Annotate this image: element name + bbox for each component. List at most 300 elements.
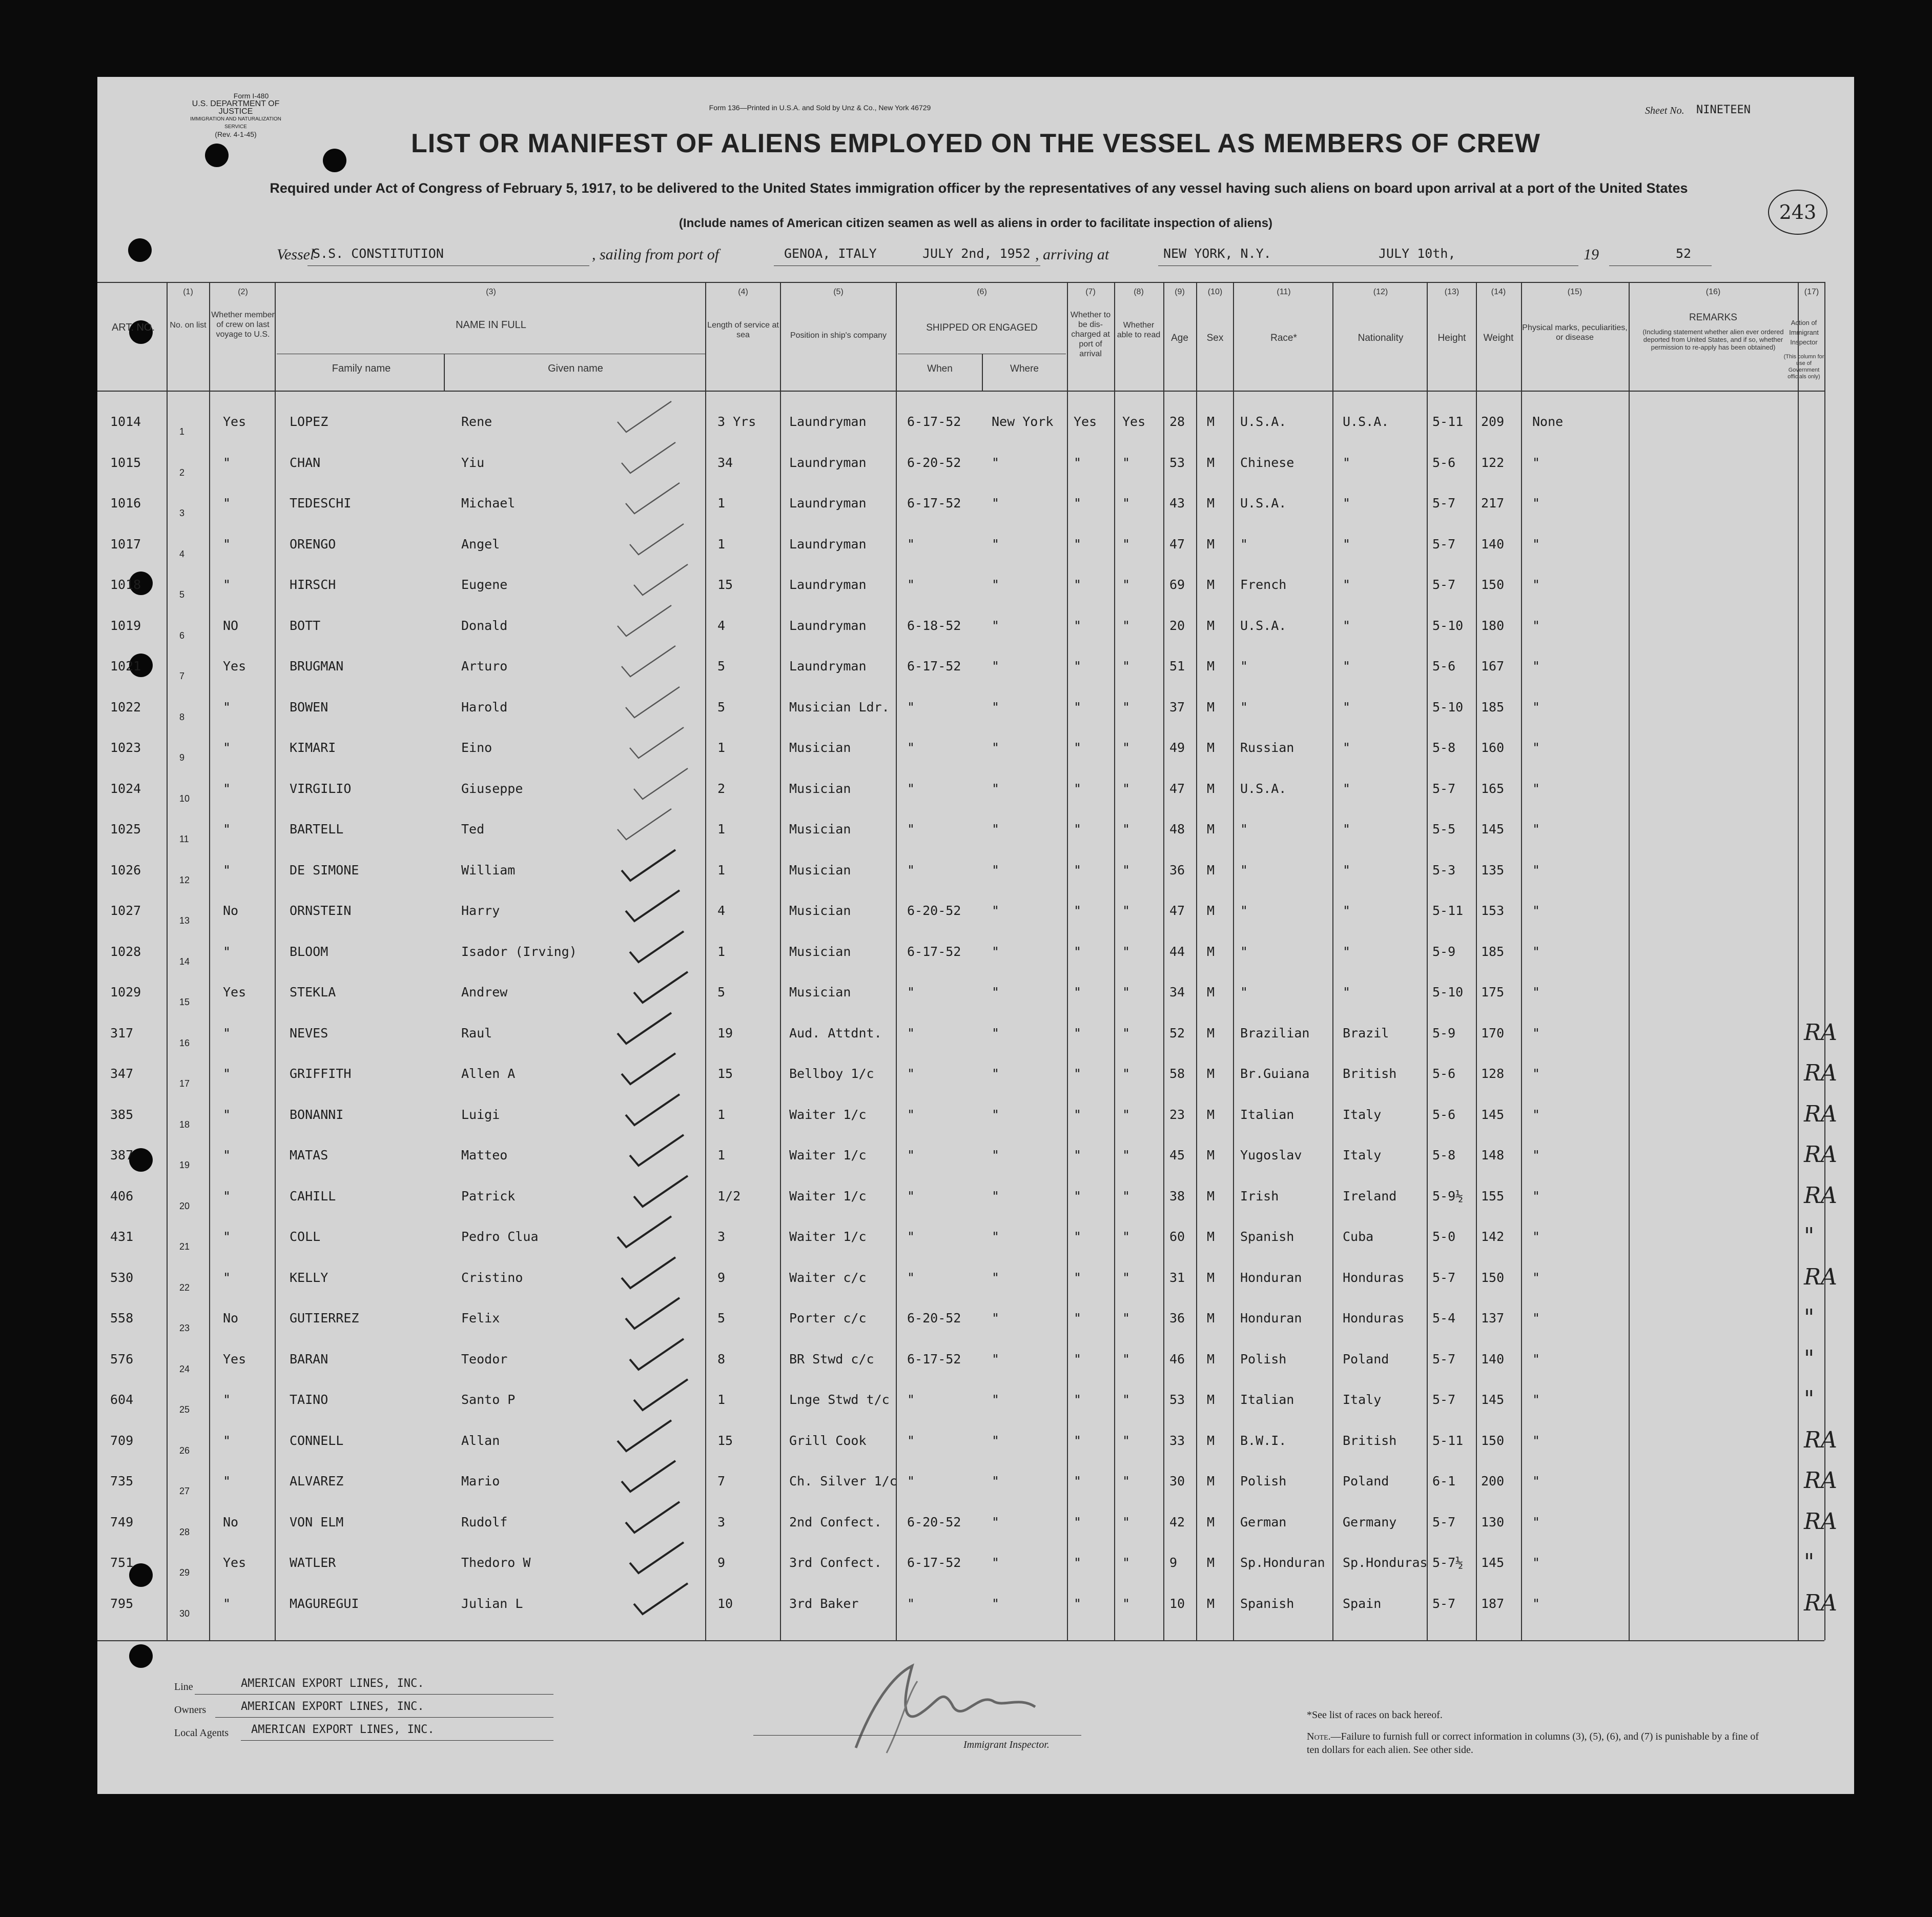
discharged-cell: " [1074, 1270, 1082, 1285]
arrival-port: NEW YORK, N.Y. [1163, 246, 1271, 261]
race-cell: Spanish [1240, 1596, 1294, 1611]
physical-marks-cell: " [1532, 496, 1540, 511]
service-length-cell: 1 [717, 537, 726, 552]
family-name-cell: ORNSTEIN [290, 903, 352, 918]
last-voyage-cell: " [223, 822, 231, 837]
weight-cell: 153 [1481, 903, 1505, 918]
position-cell: Laundryman [789, 414, 867, 429]
race-cell: U.S.A. [1240, 414, 1287, 429]
able-to-read-cell: " [1122, 700, 1131, 715]
age-cell: 30 [1169, 1474, 1185, 1488]
discharged-cell: " [1074, 1515, 1082, 1529]
given-name-cell: Giuseppe [461, 781, 523, 796]
check-mark-icon [631, 1581, 693, 1617]
able-to-read-cell: " [1122, 1270, 1131, 1285]
table-row [97, 980, 1824, 1010]
physical-marks-cell: " [1532, 740, 1540, 755]
art-no-cell: 1022 [110, 700, 141, 715]
punch-hole [129, 1644, 153, 1668]
check-mark-icon [623, 1295, 685, 1331]
age-cell: 42 [1169, 1515, 1185, 1529]
physical-marks-cell: " [1532, 1352, 1540, 1367]
age-cell: 53 [1169, 455, 1185, 470]
family-name-cell: BONANNI [290, 1107, 344, 1122]
agents-value: AMERICAN EXPORT LINES, INC. [251, 1723, 435, 1736]
col17-heading: Action of Immigrant Inspector [1789, 319, 1819, 346]
art-no-cell: 1025 [110, 822, 141, 837]
able-to-read-cell: " [1122, 1107, 1131, 1122]
able-to-read-cell: " [1122, 1515, 1131, 1529]
physical-marks-cell: " [1532, 863, 1540, 878]
sex-cell: M [1207, 903, 1215, 918]
check-mark-icon [615, 806, 676, 842]
family-name-cell: BLOOM [290, 944, 328, 959]
weight-cell: 150 [1481, 577, 1505, 592]
col8-number: (8) [1134, 288, 1144, 296]
list-no-cell: 1 [179, 426, 185, 437]
table-row [97, 1019, 1837, 1051]
punch-hole [323, 149, 346, 172]
family-name-cell: VON ELM [290, 1515, 344, 1529]
age-cell: 28 [1169, 414, 1185, 429]
given-name-cell: Teodor [461, 1352, 508, 1367]
sex-cell: M [1207, 944, 1215, 959]
race-cell: U.S.A. [1240, 496, 1287, 511]
art-no-cell: 1023 [110, 740, 141, 755]
art-no-cell: 1015 [110, 455, 141, 470]
race-cell: " [1240, 944, 1248, 959]
age-cell: 46 [1169, 1352, 1185, 1367]
shipped-when-cell: " [907, 1107, 915, 1122]
height-cell: 5-9 [1432, 944, 1456, 959]
service-length-cell: 9 [717, 1555, 726, 1570]
given-name-cell: Michael [461, 496, 516, 511]
inspector-action-cell: " [1804, 1304, 1815, 1331]
height-cell: 5-7 [1432, 1515, 1456, 1529]
inspector-action-cell: " [1804, 1386, 1815, 1412]
age-cell: 9 [1169, 1555, 1178, 1570]
col6-heading: SHIPPED OR ENGAGED [926, 322, 1038, 333]
table-row [97, 1427, 1837, 1459]
table-row [97, 1141, 1837, 1173]
service-length-cell: 5 [717, 659, 726, 674]
able-to-read-cell: " [1122, 781, 1131, 796]
race-cell: Polish [1240, 1352, 1287, 1367]
shipped-when-cell: " [907, 1066, 915, 1081]
position-cell: Musician [789, 944, 851, 959]
height-cell: 5-11 [1432, 414, 1464, 429]
list-no-cell: 19 [179, 1160, 190, 1170]
header-bottom-rule [97, 391, 1824, 392]
weight-cell: 135 [1481, 863, 1505, 878]
table-row [97, 1182, 1837, 1214]
sex-cell: M [1207, 455, 1215, 470]
col14-heading: Weight [1483, 333, 1514, 343]
discharged-cell: " [1074, 863, 1082, 878]
shipped-where-cell: " [992, 1596, 1000, 1611]
physical-marks-cell: " [1532, 1515, 1540, 1529]
shipped-when-cell: " [907, 1596, 915, 1611]
physical-marks-cell: " [1532, 659, 1540, 674]
family-name-cell: CONNELL [290, 1433, 344, 1448]
list-no-cell: 16 [179, 1038, 190, 1048]
check-mark-icon [631, 766, 693, 802]
table-row [97, 1347, 1824, 1377]
given-name-cell: Allen A [461, 1066, 516, 1081]
nationality-cell: Poland [1343, 1352, 1389, 1367]
sheet-number: NINETEEN [1696, 104, 1751, 116]
family-name-cell: TAINO [290, 1392, 328, 1407]
art-no-cell: 735 [110, 1474, 134, 1488]
list-no-cell: 5 [179, 589, 185, 600]
sex-cell: M [1207, 1555, 1215, 1570]
race-cell: Br.Guiana [1240, 1066, 1310, 1081]
weight-cell: 137 [1481, 1311, 1505, 1325]
nationality-cell: Honduras [1343, 1270, 1405, 1285]
table-row [97, 1467, 1837, 1499]
shipped-where-cell: " [992, 863, 1000, 878]
discharged-cell: " [1074, 455, 1082, 470]
given-name-cell: Rudolf [461, 1515, 508, 1529]
check-mark-icon [615, 399, 676, 435]
col2-heading: Whether member of crew on last voyage to U.S. [211, 311, 275, 339]
check-mark-icon [615, 1214, 676, 1250]
shipped-when-cell: 6-17-52 [907, 414, 961, 429]
last-voyage-cell: " [223, 1229, 231, 1244]
sex-cell: M [1207, 414, 1215, 429]
physical-marks-cell: " [1532, 1311, 1540, 1325]
check-mark-icon [615, 603, 676, 639]
service-length-cell: 1 [717, 1392, 726, 1407]
age-cell: 37 [1169, 700, 1185, 715]
service-length-cell: 15 [717, 1433, 733, 1448]
physical-marks-cell: " [1532, 700, 1540, 715]
nationality-cell: Brazil [1343, 1026, 1389, 1041]
position-cell: 3rd Confect. [789, 1555, 882, 1570]
family-name-cell: TEDESCHI [290, 496, 352, 511]
note-label: Note. [1307, 1731, 1331, 1742]
given-name-cell: Rene [461, 414, 492, 429]
service-length-cell: 5 [717, 1311, 726, 1325]
race-cell: German [1240, 1515, 1287, 1529]
height-cell: 5-7 [1432, 496, 1456, 511]
position-cell: Bellboy 1/c [789, 1066, 874, 1081]
list-no-cell: 28 [179, 1527, 190, 1537]
inspector-action-cell: " [1804, 1223, 1815, 1249]
family-name-cell: BARAN [290, 1352, 328, 1367]
shipped-where-cell: " [992, 1148, 1000, 1163]
table-row [97, 1224, 1824, 1255]
service-length-cell: 15 [717, 577, 733, 592]
last-voyage-cell: No [223, 1311, 239, 1325]
list-no-cell: 10 [179, 793, 190, 804]
age-cell: 51 [1169, 659, 1185, 674]
list-no-cell: 20 [179, 1201, 190, 1211]
list-no-cell: 13 [179, 915, 190, 926]
weight-cell: 180 [1481, 618, 1505, 633]
art-no-cell: 1021 [110, 659, 141, 674]
last-voyage-cell: " [223, 577, 231, 592]
position-cell: Waiter c/c [789, 1270, 867, 1285]
check-mark-icon [619, 1255, 681, 1291]
penalty-note [1307, 1730, 1768, 1757]
height-cell: 5-7 [1432, 1392, 1456, 1407]
race-cell: Russian [1240, 740, 1294, 755]
arrival-date: JULY 10th, [1379, 246, 1456, 261]
nationality-cell: Italy [1343, 1392, 1382, 1407]
shipped-where-cell: " [992, 1392, 1000, 1407]
family-name-cell: LOPEZ [290, 414, 328, 429]
weight-cell: 160 [1481, 740, 1505, 755]
col12-number: (12) [1373, 288, 1388, 296]
discharged-cell: " [1074, 985, 1082, 1000]
physical-marks-cell: " [1532, 1474, 1540, 1488]
shipped-when-cell: " [907, 1433, 915, 1448]
race-cell: Chinese [1240, 455, 1294, 470]
check-mark-icon [627, 1540, 689, 1576]
race-cell: B.W.I. [1240, 1433, 1287, 1448]
height-cell: 5-7 [1432, 577, 1456, 592]
able-to-read-cell: " [1122, 537, 1131, 552]
nationality-cell: " [1343, 618, 1351, 633]
race-cell: French [1240, 577, 1287, 592]
table-bottom-rule [97, 1640, 1824, 1641]
col14-number: (14) [1491, 288, 1506, 296]
list-no-cell: 21 [179, 1241, 190, 1252]
punch-hole [128, 238, 152, 262]
height-cell: 5-6 [1432, 455, 1456, 470]
sex-cell: M [1207, 1026, 1215, 1041]
table-row [97, 491, 1824, 521]
age-cell: 52 [1169, 1026, 1185, 1041]
age-cell: 23 [1169, 1107, 1185, 1122]
check-mark-icon [631, 969, 693, 1005]
sailing-date: JULY 2nd, 1952 [922, 246, 1031, 261]
able-to-read-cell: " [1122, 985, 1131, 1000]
given-name-cell: Yiu [461, 455, 485, 470]
col11-heading: Race* [1270, 333, 1297, 343]
col9-heading: Age [1171, 333, 1188, 343]
inspector-label: Immigrant Inspector. [963, 1739, 1050, 1750]
race-cell: Italian [1240, 1107, 1294, 1122]
age-cell: 38 [1169, 1189, 1185, 1204]
shipped-where-cell: " [992, 1066, 1000, 1081]
last-voyage-cell: No [223, 1515, 239, 1529]
position-cell: Waiter 1/c [789, 1107, 867, 1122]
family-name-cell: GRIFFITH [290, 1066, 352, 1081]
shipped-when-cell: " [907, 1026, 915, 1041]
check-mark-icon [619, 1051, 681, 1087]
family-name-cell: MATAS [290, 1148, 328, 1163]
position-cell: Waiter 1/c [789, 1189, 867, 1204]
shipped-where-cell: " [992, 944, 1000, 959]
shipped-when-cell: " [907, 1189, 915, 1204]
able-to-read-cell: " [1122, 577, 1131, 592]
position-cell: Grill Cook [789, 1433, 867, 1448]
discharged-cell: " [1074, 1392, 1082, 1407]
inspector-rule [753, 1735, 1081, 1736]
weight-cell: 140 [1481, 1352, 1505, 1367]
position-cell: Musician Ldr. [789, 700, 890, 715]
service-length-cell: 15 [717, 1066, 733, 1081]
col7-heading: Whether to be dis- charged at port of arrival [1070, 311, 1111, 358]
position-cell: Musician [789, 903, 851, 918]
shipped-where-cell: " [992, 1515, 1000, 1529]
given-name-cell: Eino [461, 740, 492, 755]
sex-cell: M [1207, 822, 1215, 837]
service-length-cell: 1 [717, 1148, 726, 1163]
shipped-when-cell: 6-20-52 [907, 1311, 961, 1325]
table-row [97, 1508, 1837, 1540]
col-art-no: ART. NO. [111, 322, 155, 333]
form-number: Form I-480 [233, 92, 269, 100]
able-to-read-cell: " [1122, 1352, 1131, 1367]
position-cell: Ch. Silver 1/c [789, 1474, 897, 1488]
position-cell: 3rd Baker [789, 1596, 859, 1611]
nationality-cell: Germany [1343, 1515, 1397, 1529]
family-name-cell: VIRGILIO [290, 781, 352, 796]
col4-heading: Length of service at sea [707, 321, 779, 339]
shipped-where-cell: " [992, 781, 1000, 796]
given-name-cell: Angel [461, 537, 500, 552]
given-name-cell: Allan [461, 1433, 500, 1448]
physical-marks-cell: " [1532, 985, 1540, 1000]
family-name-cell: WATLER [290, 1555, 336, 1570]
position-cell: BR Stwd c/c [789, 1352, 874, 1367]
table-row [97, 1590, 1837, 1622]
check-mark-icon [627, 521, 689, 557]
discharged-cell: " [1074, 1107, 1082, 1122]
shipped-when-cell: " [907, 1148, 915, 1163]
height-cell: 5-6 [1432, 659, 1456, 674]
last-voyage-cell: Yes [223, 659, 246, 674]
physical-marks-cell: " [1532, 1392, 1540, 1407]
family-name-cell: BRUGMAN [290, 659, 344, 674]
shipped-when-cell: " [907, 822, 915, 837]
last-voyage-cell: No [223, 903, 239, 918]
position-cell: Laundryman [789, 577, 867, 592]
family-name-cell: HIRSCH [290, 577, 336, 592]
sex-cell: M [1207, 496, 1215, 511]
shipped-when-cell: 6-17-52 [907, 659, 961, 674]
list-no-cell: 9 [179, 752, 185, 763]
discharged-cell: " [1074, 1555, 1082, 1570]
sailing-label: , sailing from port of [592, 246, 720, 263]
inspector-action-cell: RA [1804, 1101, 1837, 1127]
col5-number: (5) [833, 288, 844, 296]
nationality-cell: Honduras [1343, 1311, 1405, 1325]
nationality-cell: " [1343, 903, 1351, 918]
weight-cell: 170 [1481, 1026, 1505, 1041]
able-to-read-cell: " [1122, 1026, 1131, 1041]
col1-number: (1) [183, 288, 193, 296]
weight-cell: 145 [1481, 1392, 1505, 1407]
family-name-cell: GUTIERREZ [290, 1311, 359, 1325]
discharged-cell: " [1074, 903, 1082, 918]
shipped-when-cell: 6-18-52 [907, 618, 961, 633]
last-voyage-cell: Yes [223, 414, 246, 429]
able-to-read-cell: " [1122, 1229, 1131, 1244]
nationality-cell: " [1343, 537, 1351, 552]
able-to-read-cell: " [1122, 1596, 1131, 1611]
age-cell: 36 [1169, 1311, 1185, 1325]
shipped-where-cell: " [992, 700, 1000, 715]
height-cell: 5-5 [1432, 822, 1456, 837]
given-name-cell: Ted [461, 822, 485, 837]
service-length-cell: 1 [717, 944, 726, 959]
table-row [97, 613, 1824, 644]
shipped-where-cell: " [992, 1352, 1000, 1367]
list-no-cell: 25 [179, 1404, 190, 1415]
art-no-cell: 431 [110, 1229, 134, 1244]
service-length-cell: 3 [717, 1515, 726, 1529]
nationality-cell: " [1343, 700, 1351, 715]
weight-cell: 185 [1481, 700, 1505, 715]
col3-given-heading: Given name [548, 363, 603, 374]
discharged-cell: " [1074, 944, 1082, 959]
sex-cell: M [1207, 1229, 1215, 1244]
list-no-cell: 30 [179, 1608, 190, 1619]
list-no-cell: 15 [179, 997, 190, 1007]
table-row [97, 532, 1824, 562]
height-cell: 5-4 [1432, 1311, 1456, 1325]
family-name-cell: ORENGO [290, 537, 336, 552]
sex-cell: M [1207, 740, 1215, 755]
position-cell: Laundryman [789, 659, 867, 674]
shipped-where-cell: " [992, 1107, 1000, 1122]
age-cell: 47 [1169, 781, 1185, 796]
shipped-when-cell: " [907, 863, 915, 878]
given-name-cell: Luigi [461, 1107, 500, 1122]
shipped-where-cell: " [992, 577, 1000, 592]
shipped-when-cell: " [907, 781, 915, 796]
col10-heading: Sex [1206, 333, 1224, 343]
age-cell: 34 [1169, 985, 1185, 1000]
able-to-read-cell: " [1122, 1311, 1131, 1325]
manifest-title: LIST OR MANIFEST OF ALIENS EMPLOYED ON THE VESSEL AS MEMBERS OF CREW [411, 129, 1540, 158]
vessel-name: S.S. CONSTITUTION [313, 246, 444, 261]
height-cell: 5-10 [1432, 700, 1464, 715]
given-name-cell: Arturo [461, 659, 508, 674]
shipped-where-cell: " [992, 496, 1000, 511]
last-voyage-cell: " [223, 1270, 231, 1285]
weight-cell: 185 [1481, 944, 1505, 959]
age-cell: 45 [1169, 1148, 1185, 1163]
col3-family-heading: Family name [332, 363, 391, 374]
family-name-cell: COLL [290, 1229, 321, 1244]
age-cell: 58 [1169, 1066, 1185, 1081]
weight-cell: 145 [1481, 1107, 1505, 1122]
shipped-when-cell: 6-20-52 [907, 1515, 961, 1529]
table-row [97, 776, 1824, 807]
family-name-cell: BOWEN [290, 700, 328, 715]
last-voyage-cell: " [223, 740, 231, 755]
check-mark-icon [623, 480, 685, 516]
discharged-cell: " [1074, 1474, 1082, 1488]
sex-cell: M [1207, 863, 1215, 878]
weight-cell: 187 [1481, 1596, 1505, 1611]
table-row [97, 1264, 1837, 1296]
given-name-cell: Harold [461, 700, 508, 715]
age-cell: 48 [1169, 822, 1185, 837]
art-no-cell: 576 [110, 1352, 134, 1367]
discharged-cell: " [1074, 700, 1082, 715]
discharged-cell: " [1074, 1189, 1082, 1204]
weight-cell: 140 [1481, 537, 1505, 552]
nationality-cell: Sp.Honduras [1343, 1555, 1428, 1570]
height-cell: 5-11 [1432, 1433, 1464, 1448]
check-mark-icon [627, 1336, 689, 1372]
